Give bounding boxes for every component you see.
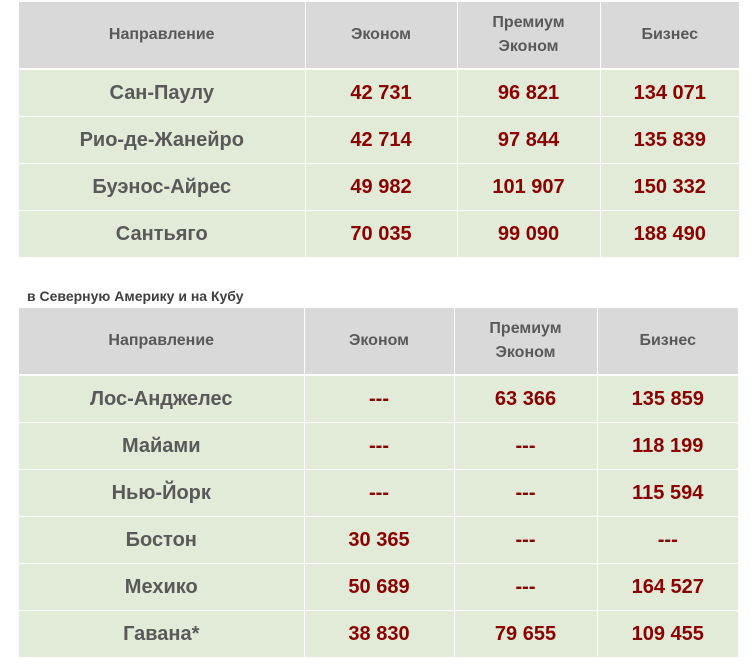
business-price-cell: 109 455 [597, 611, 738, 658]
business-price-cell: 135 839 [600, 117, 739, 164]
header-business: Бизнес [600, 2, 739, 69]
business-price-cell: 135 859 [597, 375, 738, 423]
header-direction: Направление [19, 308, 304, 375]
table-row [19, 611, 738, 658]
premium-price-cell: 79 655 [454, 611, 597, 658]
economy-price-cell: 38 830 [304, 611, 454, 658]
premium-price-cell: --- [454, 517, 597, 564]
economy-price-cell: 30 365 [304, 517, 454, 564]
header-economy: Эконом [304, 308, 454, 375]
premium-price-cell: 96 821 [457, 69, 600, 117]
table-row [19, 423, 738, 470]
table-row [19, 470, 738, 517]
section-label-north-america: в Северную Америку и на Кубу [27, 288, 244, 304]
header-premium-economy [454, 308, 597, 375]
business-price-cell: 164 527 [597, 564, 738, 611]
premium-price-cell: 101 907 [457, 164, 600, 211]
table-row [19, 164, 739, 211]
header-economy: Эконом [305, 2, 457, 69]
economy-price-cell: 42 714 [305, 117, 457, 164]
table-row [19, 69, 739, 117]
fares-table-south-america [19, 2, 739, 258]
header-premium-line1: Премиум [492, 14, 565, 31]
economy-price-cell: --- [304, 423, 454, 470]
city-cell: Майами [19, 423, 304, 470]
business-price-cell: 188 490 [600, 211, 739, 258]
business-price-cell: 134 071 [600, 69, 739, 117]
table-row [19, 375, 738, 423]
table-header-row [19, 2, 739, 69]
header-premium-line2: Эконом [495, 344, 556, 361]
city-cell: Лос-Анджелес [19, 375, 304, 423]
table-row [19, 564, 738, 611]
table-row [19, 211, 739, 258]
business-price-cell: 115 594 [597, 470, 738, 517]
city-cell: Рио-де-Жанейро [19, 117, 305, 164]
header-premium-line1: Премиум [489, 320, 562, 337]
fares-table-north-america [19, 308, 738, 658]
premium-price-cell: --- [454, 423, 597, 470]
economy-price-cell: 49 982 [305, 164, 457, 211]
header-direction: Направление [19, 2, 305, 69]
economy-price-cell: 42 731 [305, 69, 457, 117]
header-premium-line2: Эконом [498, 38, 559, 55]
business-price-cell: 118 199 [597, 423, 738, 470]
city-cell: Гавана* [19, 611, 304, 658]
city-cell: Мехико [19, 564, 304, 611]
table-row [19, 517, 738, 564]
city-cell: Сан-Паулу [19, 69, 305, 117]
premium-price-cell: 63 366 [454, 375, 597, 423]
economy-price-cell: --- [304, 375, 454, 423]
header-premium-economy [457, 2, 600, 69]
city-cell: Сантьяго [19, 211, 305, 258]
header-business: Бизнес [597, 308, 738, 375]
city-cell: Буэнос-Айрес [19, 164, 305, 211]
table-header-row [19, 308, 738, 375]
economy-price-cell: 50 689 [304, 564, 454, 611]
city-cell: Нью-Йорк [19, 470, 304, 517]
business-price-cell: 150 332 [600, 164, 739, 211]
economy-price-cell: 70 035 [305, 211, 457, 258]
table-row [19, 117, 739, 164]
premium-price-cell: --- [454, 564, 597, 611]
city-cell: Бостон [19, 517, 304, 564]
premium-price-cell: 97 844 [457, 117, 600, 164]
premium-price-cell: --- [454, 470, 597, 517]
premium-price-cell: 99 090 [457, 211, 600, 258]
economy-price-cell: --- [304, 470, 454, 517]
business-price-cell: --- [597, 517, 738, 564]
